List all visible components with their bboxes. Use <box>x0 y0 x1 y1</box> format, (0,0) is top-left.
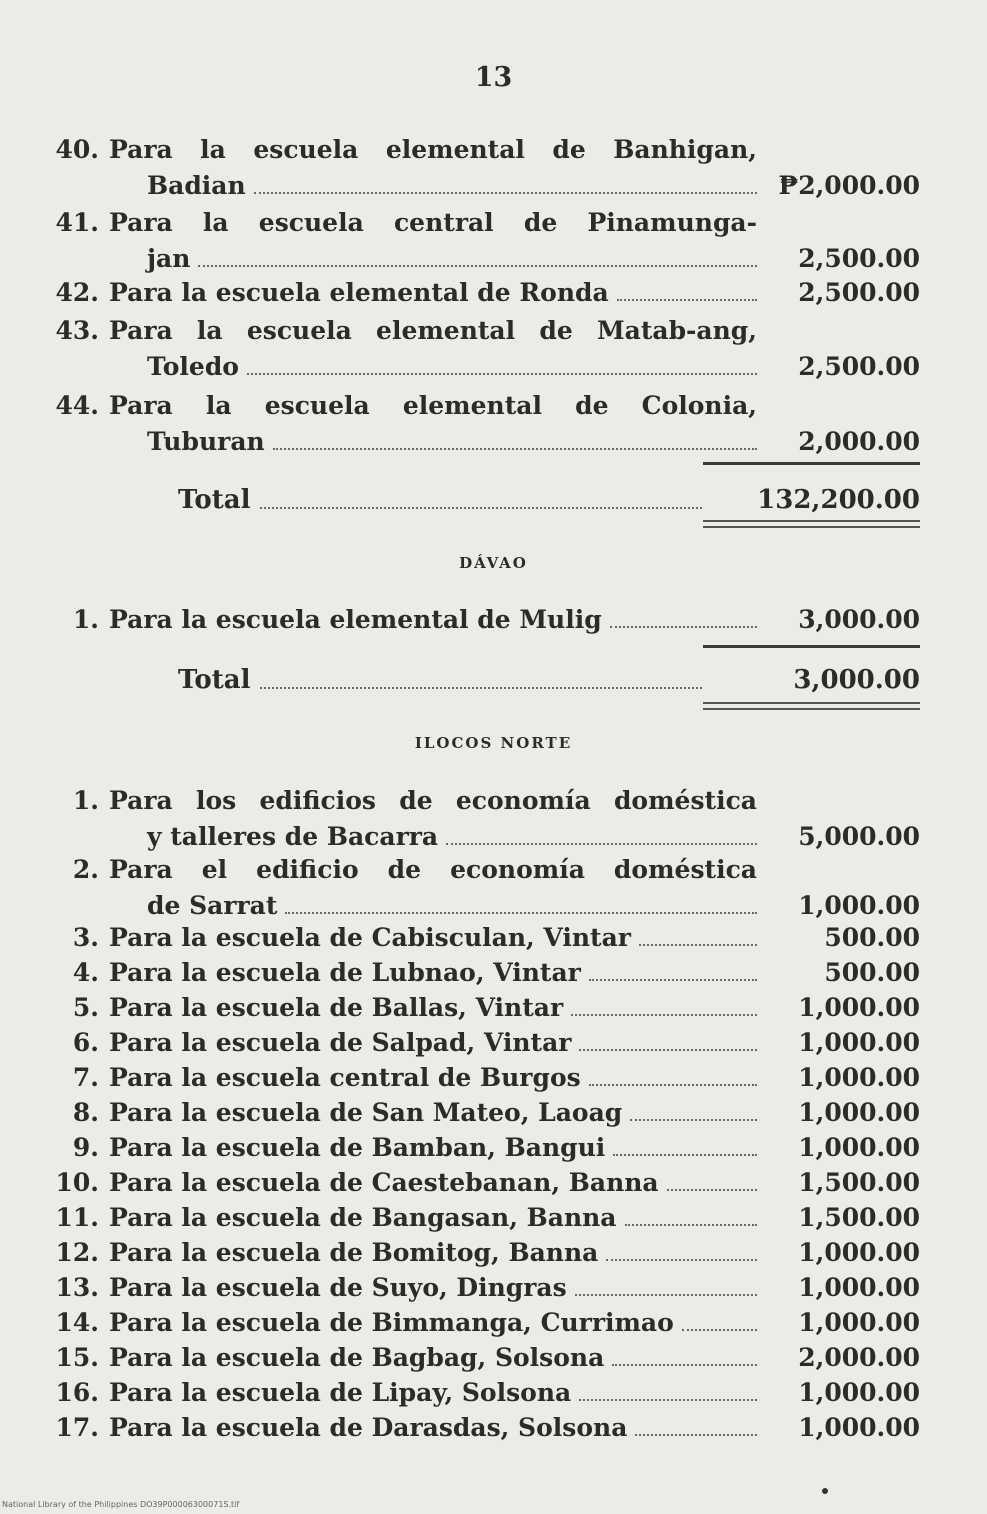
entry-line <box>109 920 757 956</box>
entry-line <box>147 349 757 385</box>
entry-line <box>109 955 757 991</box>
entry-amount: 1,000.00 <box>798 1133 920 1162</box>
entry-text: Para la escuela de Caestebanan, Banna <box>109 1168 659 1197</box>
entry-amount: 2,500.00 <box>798 278 920 307</box>
entry-number: 6. <box>72 1028 99 1057</box>
entry-text: Para la escuela de Bimmanga, Currimao <box>109 1308 674 1337</box>
entry-text: Para la escuela de Bagbag, Solsona <box>109 1343 605 1372</box>
scan-speck <box>822 1488 828 1494</box>
entry-amount: 5,000.00 <box>798 822 920 851</box>
entry-number: 43. <box>55 316 99 345</box>
entry-number: 8. <box>72 1098 99 1127</box>
entry-line <box>109 852 757 888</box>
entry-text: Para la escuela elemental de Ronda <box>109 278 609 307</box>
entry-text: Para la escuela elemental de Banhigan, <box>109 135 757 164</box>
entry-number: 40. <box>55 135 99 164</box>
entry-amount: 500.00 <box>824 923 920 952</box>
entry-line <box>109 1060 757 1096</box>
entry-text: jan <box>147 244 191 273</box>
entry-line <box>147 819 757 855</box>
entry-number: 1. <box>72 605 99 634</box>
entry-number: 7. <box>72 1063 99 1092</box>
entry-number: 16. <box>55 1378 99 1407</box>
entry-amount: 500.00 <box>824 958 920 987</box>
entry-amount: 1,000.00 <box>798 1273 920 1302</box>
entry-number: 41. <box>55 208 99 237</box>
entry-amount: 1,000.00 <box>798 1378 920 1407</box>
entry-line <box>109 990 757 1026</box>
entry-number: 15. <box>55 1343 99 1372</box>
entry-amount: 1,000.00 <box>798 1308 920 1337</box>
entry-number: 10. <box>55 1168 99 1197</box>
entry-text: Para el edificio de economía doméstica <box>109 855 757 884</box>
entry-number: 12. <box>55 1238 99 1267</box>
entry-number: 5. <box>72 993 99 1022</box>
entry-text: Toledo <box>147 352 239 381</box>
entry-text: Para la escuela elemental de Mulig <box>109 605 602 634</box>
entry-text: Para la escuela de San Mateo, Laoag <box>109 1098 623 1127</box>
entry-amount: ₱2,000.00 <box>778 171 920 200</box>
leader-dots <box>198 265 757 267</box>
entry-amount: 3,000.00 <box>798 605 920 634</box>
davao-heading: DÁVAO <box>459 554 528 572</box>
entry-text: de Sarrat <box>147 891 278 920</box>
entry-amount: 1,000.00 <box>798 1098 920 1127</box>
entry-text: Para la escuela de Cabisculan, Vintar <box>109 923 631 952</box>
entry-text: Para la escuela de Lipay, Solsona <box>109 1378 572 1407</box>
entry-line <box>109 205 757 241</box>
entry-number: 11. <box>55 1203 99 1232</box>
entry-line <box>109 1340 757 1376</box>
sum-rule <box>703 462 920 465</box>
total-double-rule <box>703 702 920 704</box>
entry-number: 44. <box>55 391 99 420</box>
total-amount: 3,000.00 <box>793 665 920 695</box>
total-label: Total <box>178 485 251 515</box>
entry-amount: 1,500.00 <box>798 1168 920 1197</box>
leader-dots <box>254 192 757 194</box>
entry-text: Tuburan <box>147 427 265 456</box>
entry-amount: 1,000.00 <box>798 1413 920 1442</box>
total-line <box>178 480 702 520</box>
entry-number: 14. <box>55 1308 99 1337</box>
entry-line <box>109 1200 757 1236</box>
entry-amount: 1,000.00 <box>798 993 920 1022</box>
entry-line <box>109 313 757 349</box>
entry-text: Para los edificios de economía doméstica <box>109 786 757 815</box>
entry-number: 42. <box>55 278 99 307</box>
entry-amount: 2,000.00 <box>798 1343 920 1372</box>
entry-line <box>147 168 757 204</box>
entry-line <box>147 424 757 460</box>
entry-text: y talleres de Bacarra <box>147 822 439 851</box>
entry-text: Para la escuela de Suyo, Dingras <box>109 1273 567 1302</box>
entry-line <box>109 1025 757 1061</box>
entry-number: 3. <box>72 923 99 952</box>
entry-number: 1. <box>72 786 99 815</box>
entry-line <box>109 1410 757 1446</box>
entry-amount: 1,000.00 <box>798 891 920 920</box>
leader-dots <box>285 912 757 914</box>
sum-rule <box>703 645 920 648</box>
entry-line <box>109 1270 757 1306</box>
entry-line <box>109 1235 757 1271</box>
entry-text: Para la escuela de Salpad, Vintar <box>109 1028 572 1057</box>
entry-text: Para la escuela central de Burgos <box>109 1063 581 1092</box>
entry-amount: 2,500.00 <box>798 352 920 381</box>
entry-line <box>109 1375 757 1411</box>
entry-number: 4. <box>72 958 99 987</box>
ilocos-norte-heading: ILOCOS NORTE <box>414 734 573 752</box>
leader-dots <box>273 448 757 450</box>
entry-line <box>109 602 757 638</box>
entry-text: Para la escuela elemental de Matab-ang, <box>109 316 757 345</box>
entry-line <box>109 132 757 168</box>
entry-text: Badian <box>147 171 246 200</box>
entry-text: Para la escuela central de Pinamunga- <box>109 208 757 237</box>
entry-amount: 1,000.00 <box>798 1028 920 1057</box>
page-number: 13 <box>474 62 513 93</box>
total-amount: 132,200.00 <box>757 485 920 515</box>
entry-amount: 1,000.00 <box>798 1063 920 1092</box>
leader-dots <box>260 687 702 689</box>
entry-amount: 1,000.00 <box>798 1238 920 1267</box>
entry-amount: 2,000.00 <box>798 427 920 456</box>
entry-text: Para la escuela de Ballas, Vintar <box>109 993 564 1022</box>
entry-text: Para la escuela de Lubnao, Vintar <box>109 958 581 987</box>
entry-text: Para la escuela de Bamban, Bangui <box>109 1133 606 1162</box>
entry-line <box>109 1130 757 1166</box>
leader-dots <box>446 843 757 845</box>
entry-line <box>109 1305 757 1341</box>
entry-line <box>109 1095 757 1131</box>
entry-text: Para la escuela de Bangasan, Banna <box>109 1203 617 1232</box>
entry-text: Para la escuela de Darasdas, Solsona <box>109 1413 628 1442</box>
entry-number: 2. <box>72 855 99 884</box>
entry-line <box>147 241 757 277</box>
scan-footer: National Library of the Philippines DO39P00006300071S.tif <box>2 1500 240 1509</box>
entry-number: 13. <box>55 1273 99 1302</box>
entry-number: 9. <box>72 1133 99 1162</box>
entry-amount: 2,500.00 <box>798 244 920 273</box>
entry-text: Para la escuela elemental de Colonia, <box>109 391 757 420</box>
total-label: Total <box>178 665 251 695</box>
entry-amount: 1,500.00 <box>798 1203 920 1232</box>
total-double-rule <box>703 520 920 522</box>
entry-line <box>109 783 757 819</box>
total-line <box>178 660 702 700</box>
entry-text: Para la escuela de Bomitog, Banna <box>109 1238 599 1267</box>
entry-line <box>147 888 757 924</box>
leader-dots <box>247 373 757 375</box>
entry-line <box>109 275 757 311</box>
entry-number: 17. <box>55 1413 99 1442</box>
entry-line <box>109 1165 757 1201</box>
entry-line <box>109 388 757 424</box>
leader-dots <box>260 507 702 509</box>
